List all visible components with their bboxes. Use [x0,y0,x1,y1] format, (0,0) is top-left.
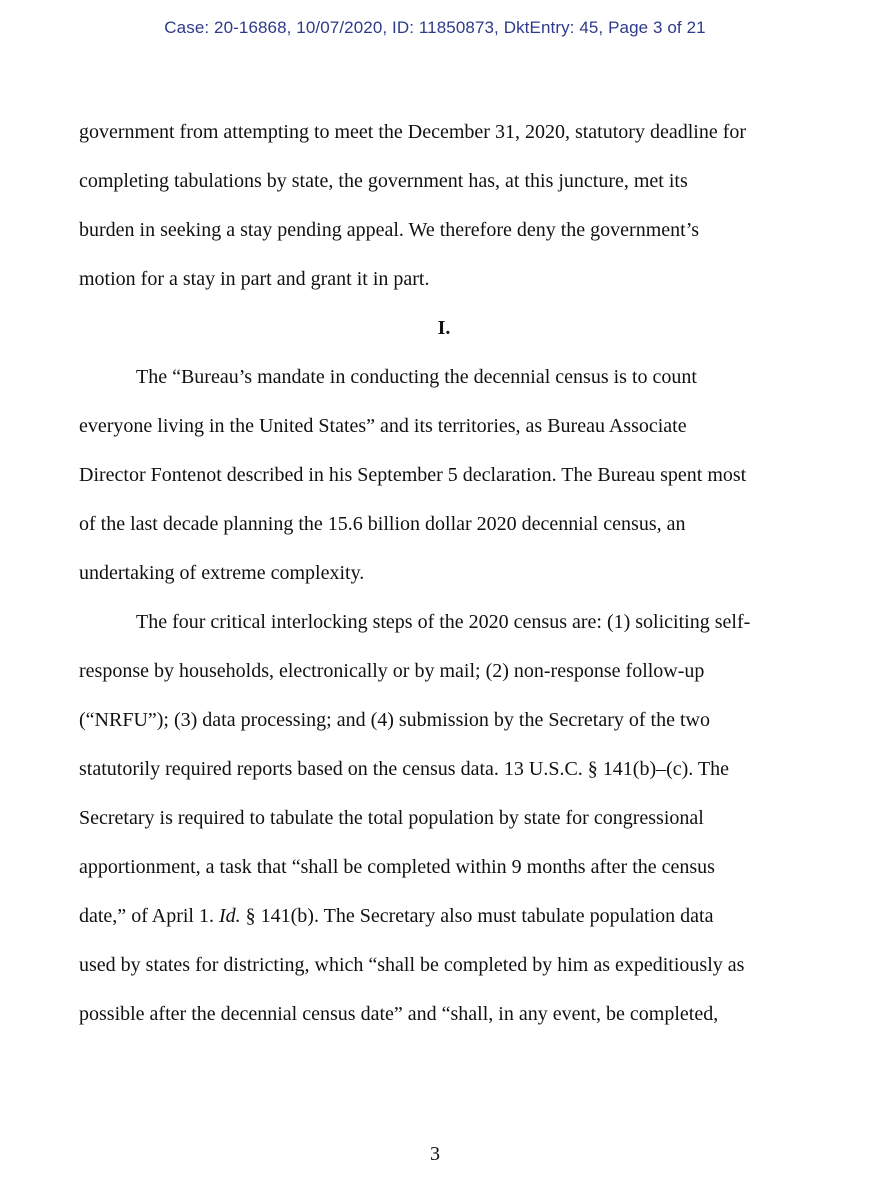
text-line: of the last decade planning the 15.6 billion dollar 2020 decennial census, an [79,513,686,535]
text-line-with-citation [79,892,809,941]
text-line: used by states for districting, which “shall be completed by him as expeditiously as [79,954,745,976]
text-line: Director Fontenot described in his September 5 declaration. The Bureau spent most [79,464,747,486]
text-line: undertaking of extreme complexity. [79,562,365,584]
italic-citation: Id. [218,905,241,927]
text-line: completing tabulations by state, the government has, at this juncture, met its [79,170,688,192]
text-line: (“NRFU”); (3) data processing; and (4) submission by the Secretary of the two [79,709,710,731]
text-line: everyone living in the United States” and its territories, as Bureau Associate [79,415,687,437]
document-body [79,108,809,1039]
text-fragment: § 141(b). The Secretary also must tabulate population data [240,905,714,927]
section-heading: I. [437,317,451,339]
text-line: government from attempting to meet the December 31, 2020, statutory deadline for [79,121,747,143]
page-number: 3 [430,1143,440,1165]
text-line: The “Bureau’s mandate in conducting the decennial census is to count [136,366,697,388]
text-line: motion for a stay in part and grant it in part. [79,268,430,290]
text-line: statutorily required reports based on the census data. 13 U.S.C. § 141(b)–(c). The [79,758,730,780]
case-header: Case: 20-16868, 10/07/2020, ID: 11850873, DktEntry: 45, Page 3 of 21 [164,18,706,37]
text-fragment: date,” of April 1. [79,905,219,927]
text-line: burden in seeking a stay pending appeal. We therefore deny the government’s [79,219,700,241]
text-line: Secretary is required to tabulate the total population by state for congressional [79,807,704,829]
text-line: possible after the decennial census date” and “shall, in any event, be completed, [79,1003,719,1025]
text-line: The four critical interlocking steps of the 2020 census are: (1) soliciting self- [136,611,751,633]
text-line: apportionment, a task that “shall be completed within 9 months after the census [79,856,715,878]
text-line: response by households, electronically or by mail; (2) non-response follow-up [79,660,705,682]
